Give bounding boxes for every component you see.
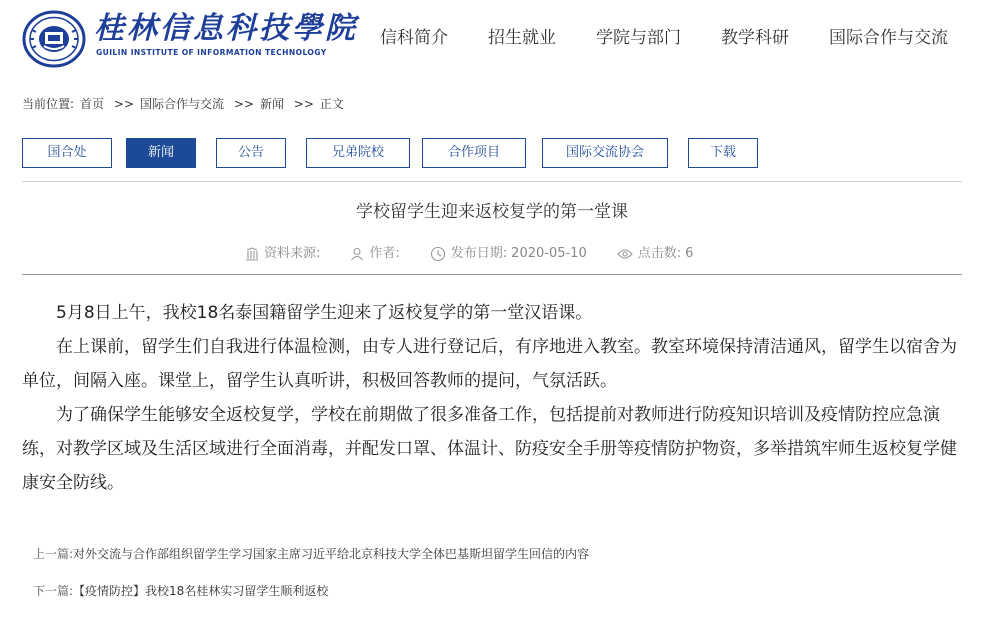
- meta-date-value: 2020-05-10: [511, 246, 587, 261]
- author-icon: [350, 247, 364, 261]
- logo-english-name: GUILIN INSTITUTE OF INFORMATION TECHNOLOGY: [96, 48, 327, 57]
- main-nav: [380, 26, 948, 50]
- nav-item-departments[interactable]: 学院与部门: [596, 28, 681, 48]
- tab-sister-schools[interactable]: 兄弟院校: [306, 138, 410, 168]
- article-body: [22, 296, 962, 500]
- tab-exchange-association[interactable]: 国际交流协会: [542, 138, 668, 168]
- previous-article: [33, 546, 589, 562]
- breadcrumb: [22, 96, 350, 112]
- breadcrumb-international[interactable]: 国际合作与交流: [140, 97, 225, 111]
- meta-source-label: 资料来源:: [264, 246, 321, 261]
- eye-icon: [617, 248, 633, 260]
- next-article: [33, 583, 328, 599]
- nav-item-about[interactable]: 信科简介: [380, 28, 448, 48]
- article-paragraph: 5月8日上午，我校18名泰国籍留学生迎来了返校复学的第一堂汉语课。: [56, 303, 593, 323]
- meta-date: [430, 245, 587, 263]
- meta-source: [245, 245, 320, 263]
- tab-news[interactable]: 新闻: [126, 138, 196, 168]
- meta-views-label: 点击数:: [637, 246, 682, 261]
- divider: [22, 181, 962, 182]
- logo-chinese-name: 桂林信息科技學院: [94, 11, 358, 46]
- tab-downloads[interactable]: 下载: [688, 138, 758, 168]
- next-label: 下一篇:: [33, 584, 74, 598]
- tab-international-office[interactable]: 国合处: [22, 138, 112, 168]
- nav-item-admissions[interactable]: 招生就业: [488, 28, 556, 48]
- next-article-link[interactable]: 【疫情防控】我校18名桂林实习留学生顺利返校: [73, 584, 329, 598]
- meta-views-value: 6: [685, 246, 694, 261]
- meta-author: [350, 245, 399, 263]
- breadcrumb-separator: >>: [233, 97, 254, 111]
- clock-icon: [430, 246, 446, 262]
- previous-label: 上一篇:: [33, 547, 74, 561]
- breadcrumb-current: 正文: [319, 97, 344, 111]
- breadcrumb-news[interactable]: 新闻: [259, 97, 284, 111]
- divider: [22, 274, 962, 275]
- breadcrumb-separator: >>: [113, 97, 134, 111]
- meta-views: [617, 245, 694, 263]
- breadcrumb-prefix: 当前位置:: [22, 97, 75, 111]
- meta-author-label: 作者:: [369, 246, 400, 261]
- nav-item-international[interactable]: 国际合作与交流: [829, 28, 948, 48]
- article-meta: [245, 245, 693, 263]
- article-paragraph: 在上课前，留学生们自我进行体温检测，由专人进行登记后，有序地进入教室。教室环境保持清洁通风，留学生以宿舍为单位，间隔入座。课堂上，留学生认真听讲，积极回答教师的提问，气氛活跃。: [22, 337, 957, 391]
- meta-date-label: 发布日期:: [450, 246, 508, 261]
- tab-cooperation-projects[interactable]: 合作项目: [422, 138, 526, 168]
- breadcrumb-home[interactable]: 首页: [80, 97, 105, 111]
- school-logo[interactable]: [94, 10, 358, 58]
- tab-announcements[interactable]: 公告: [216, 138, 286, 168]
- previous-article-link[interactable]: 对外交流与合作部组织留学生学习国家主席习近平给北京科技大学全体巴基斯坦留学生回信的内容: [73, 547, 590, 561]
- breadcrumb-separator: >>: [293, 97, 314, 111]
- school-emblem-icon[interactable]: [22, 10, 86, 68]
- article-title: 学校留学生迎来返校复学的第一堂课: [356, 202, 628, 222]
- nav-item-research[interactable]: 教学科研: [721, 28, 789, 48]
- source-icon: [245, 247, 259, 261]
- article-paragraph: 为了确保学生能够安全返校复学，学校在前期做了很多准备工作，包括提前对教师进行防疫知识培训及疫情防控应急演练，对教学区域及生活区域进行全面消毒，并配发口罩、体温计、防疫安全手册等疫情防护物资，多举措筑牢师生返校复学健康安全防线。: [22, 405, 957, 493]
